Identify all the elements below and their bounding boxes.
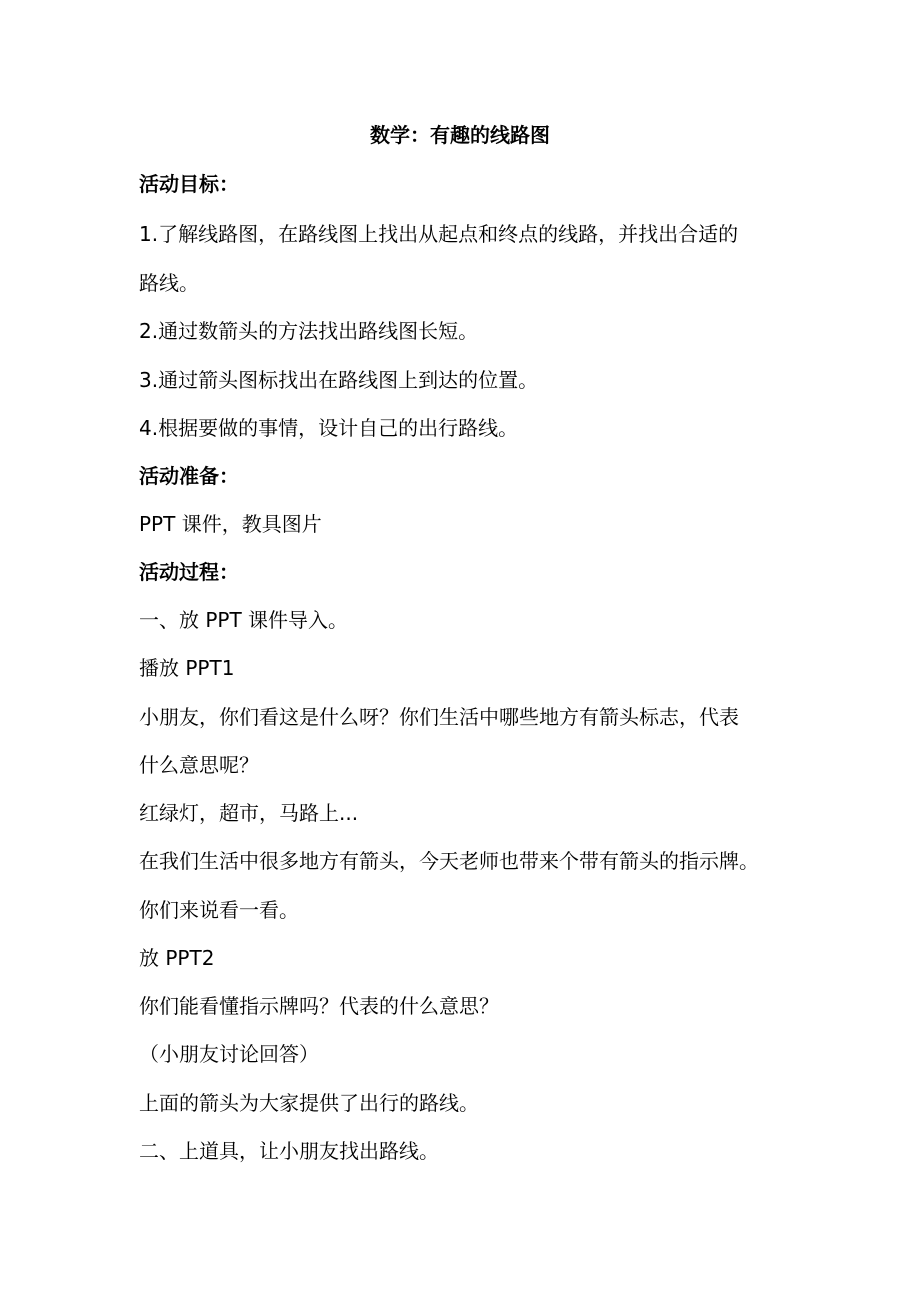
- paragraph-line: 3.通过箭头图标找出在路线图上到达的位置。: [139, 368, 539, 392]
- document-title: 数学：有趣的线路图: [370, 123, 550, 147]
- paragraph-line: 红绿灯，超市，马路上...: [139, 801, 359, 825]
- paragraph-line: 一、放 PPT 课件导入。: [139, 608, 349, 632]
- section-heading: 活动过程：: [139, 560, 239, 584]
- paragraph-line: 二、上道具，让小朋友找出路线。: [139, 1139, 439, 1163]
- paragraph-line: PPT 课件，教具图片: [139, 512, 322, 536]
- section-heading: 活动目标：: [139, 172, 239, 196]
- paragraph-line: 在我们生活中很多地方有箭头，今天老师也带来个带有箭头的指示牌。: [139, 849, 759, 873]
- paragraph-line: 你们来说看一看。: [139, 898, 299, 922]
- paragraph-line: 你们能看懂指示牌吗？代表的什么意思？: [139, 994, 499, 1018]
- paragraph-line: 上面的箭头为大家提供了出行的路线。: [139, 1091, 479, 1115]
- paragraph-line: 2.通过数箭头的方法找出路线图长短。: [139, 319, 479, 343]
- paragraph-line: 什么意思呢？: [139, 753, 259, 777]
- paragraph-line: 放 PPT2: [139, 946, 215, 970]
- paragraph-line: 路线。: [139, 271, 199, 295]
- paragraph-line: 4.根据要做的事情，设计自己的出行路线。: [139, 416, 519, 440]
- paragraph-line: 小朋友，你们看这是什么呀？你们生活中哪些地方有箭头标志，代表: [139, 705, 739, 729]
- paragraph-line: （小朋友讨论回答）: [139, 1042, 319, 1066]
- paragraph-line: 播放 PPT1: [139, 656, 235, 680]
- paragraph-line: 1.了解线路图，在路线图上找出从起点和终点的线路，并找出合适的: [139, 222, 739, 246]
- section-heading: 活动准备：: [139, 464, 239, 488]
